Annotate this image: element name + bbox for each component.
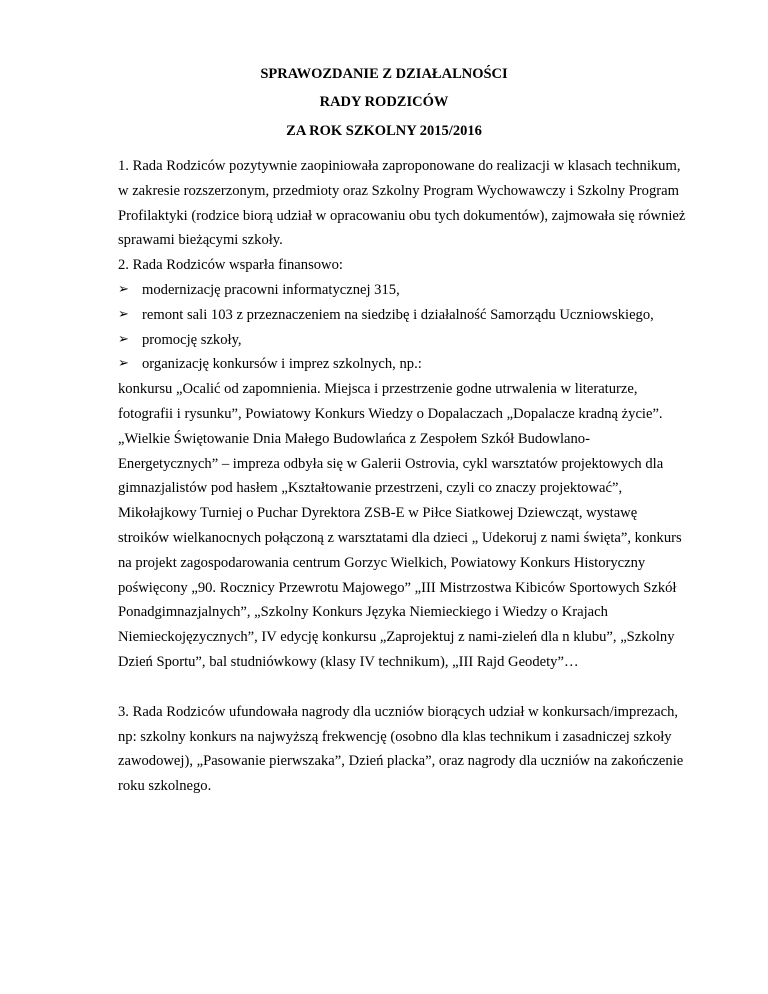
- section-2-intro: 2. Rada Rodziców wsparła finansowo:: [118, 257, 343, 274]
- list-item: [118, 278, 690, 303]
- list-item: [118, 352, 690, 377]
- list-item-text: organizację konkursów i imprez szkolnych, np.:: [142, 356, 422, 373]
- paragraph-gap: [118, 675, 690, 700]
- section-1-paragraph: 1. Rada Rodziców pozytywnie zaopiniowała zaproponowane do realizacji w klasach technikum, w zakresie rozszerzonym, przedmioty oraz Szkolny Program Wychowawczy i Szkolny Program Profilaktyki (rodzice biorą udział w opracowaniu obu tych dokumentów), zajmowała się również sprawami bieżącymi szkoły.: [118, 158, 686, 249]
- list-item-text: modernizację pracowni informatycznej 315,: [142, 281, 400, 298]
- list-item: [118, 328, 690, 353]
- arrow-right-icon: ➢: [118, 306, 129, 322]
- title-line-1: SPRAWOZDANIE Z DZIAŁALNOŚCI: [260, 66, 508, 82]
- support-list: [118, 278, 690, 377]
- report-body: [118, 154, 690, 799]
- list-item-text: promocję szkoły,: [142, 331, 242, 348]
- arrow-right-icon: ➢: [118, 331, 129, 347]
- title-line-3: ZA ROK SZKOLNY 2015/2016: [286, 123, 482, 139]
- arrow-right-icon: ➢: [118, 281, 129, 297]
- arrow-right-icon: ➢: [118, 356, 129, 372]
- title-line-2: RADY RODZICÓW: [319, 94, 449, 110]
- section-2-details: konkursu „Ocalić od zapomnienia. Miejsca i przestrzenie godne utrwalenia w literaturze, fotografii i rysunku”, Powiatowy Konkurs Wiedzy o Dopalaczach „Dopalacze kradną życie”. „Wielkie Świętowanie Dnia Małego Budowlańca z Zespołem Szkół Budowlano-Energetycznych” – impreza odbyła się w Galerii Ostrovia, cykl warsztatów projektowych dla gimnazjalistów pod hasłem „Kształtowanie przestrzeni, czyli co znaczy projektować”, Mikołajkowy Turniej o Puchar Dyrektora ZSB-E w Piłce Siatkowej Dziewcząt, wystawę stroików wielkanocnych połączoną z warsztatami dla dzieci „ Udekoruj z nami święta”, konkurs na projekt zagospodarowania centrum Gorzyc Wielkich, Powiatowy Konkurs Historyczny poświęcony „90. Rocznicy Przewrotu Majowego” „III Mistrzostwa Kibiców Sportowych Szkół Ponadgimnazjalnych”, „Szkolny Konkurs Języka Niemieckiego i Wiedzy o Krajach Niemieckojęzycznych”, IV edycję konkursu „Zaprojektuj z nami-zieleń dla n klubu”, „Szkolny Dzień Sportu”, bal studniówkowy (klasy IV technikum), „III Rajd Geodety”…: [118, 381, 682, 670]
- list-item-text: remont sali 103 z przeznaczeniem na siedzibę i działalność Samorządu Uczniowskiego,: [142, 306, 654, 323]
- list-item: [118, 303, 690, 328]
- section-3-paragraph: 3. Rada Rodziców ufundowała nagrody dla uczniów biorących udział w konkursach/imprezach, np: szkolny konkurs na najwyższą frekwencję (osobno dla klas technikum i zasadniczej szkoły zawodowej), „Pasowanie pierwszaka”, Dzień placka”, oraz nagrody dla uczniów na zakończenie roku szkolnego.: [118, 703, 684, 795]
